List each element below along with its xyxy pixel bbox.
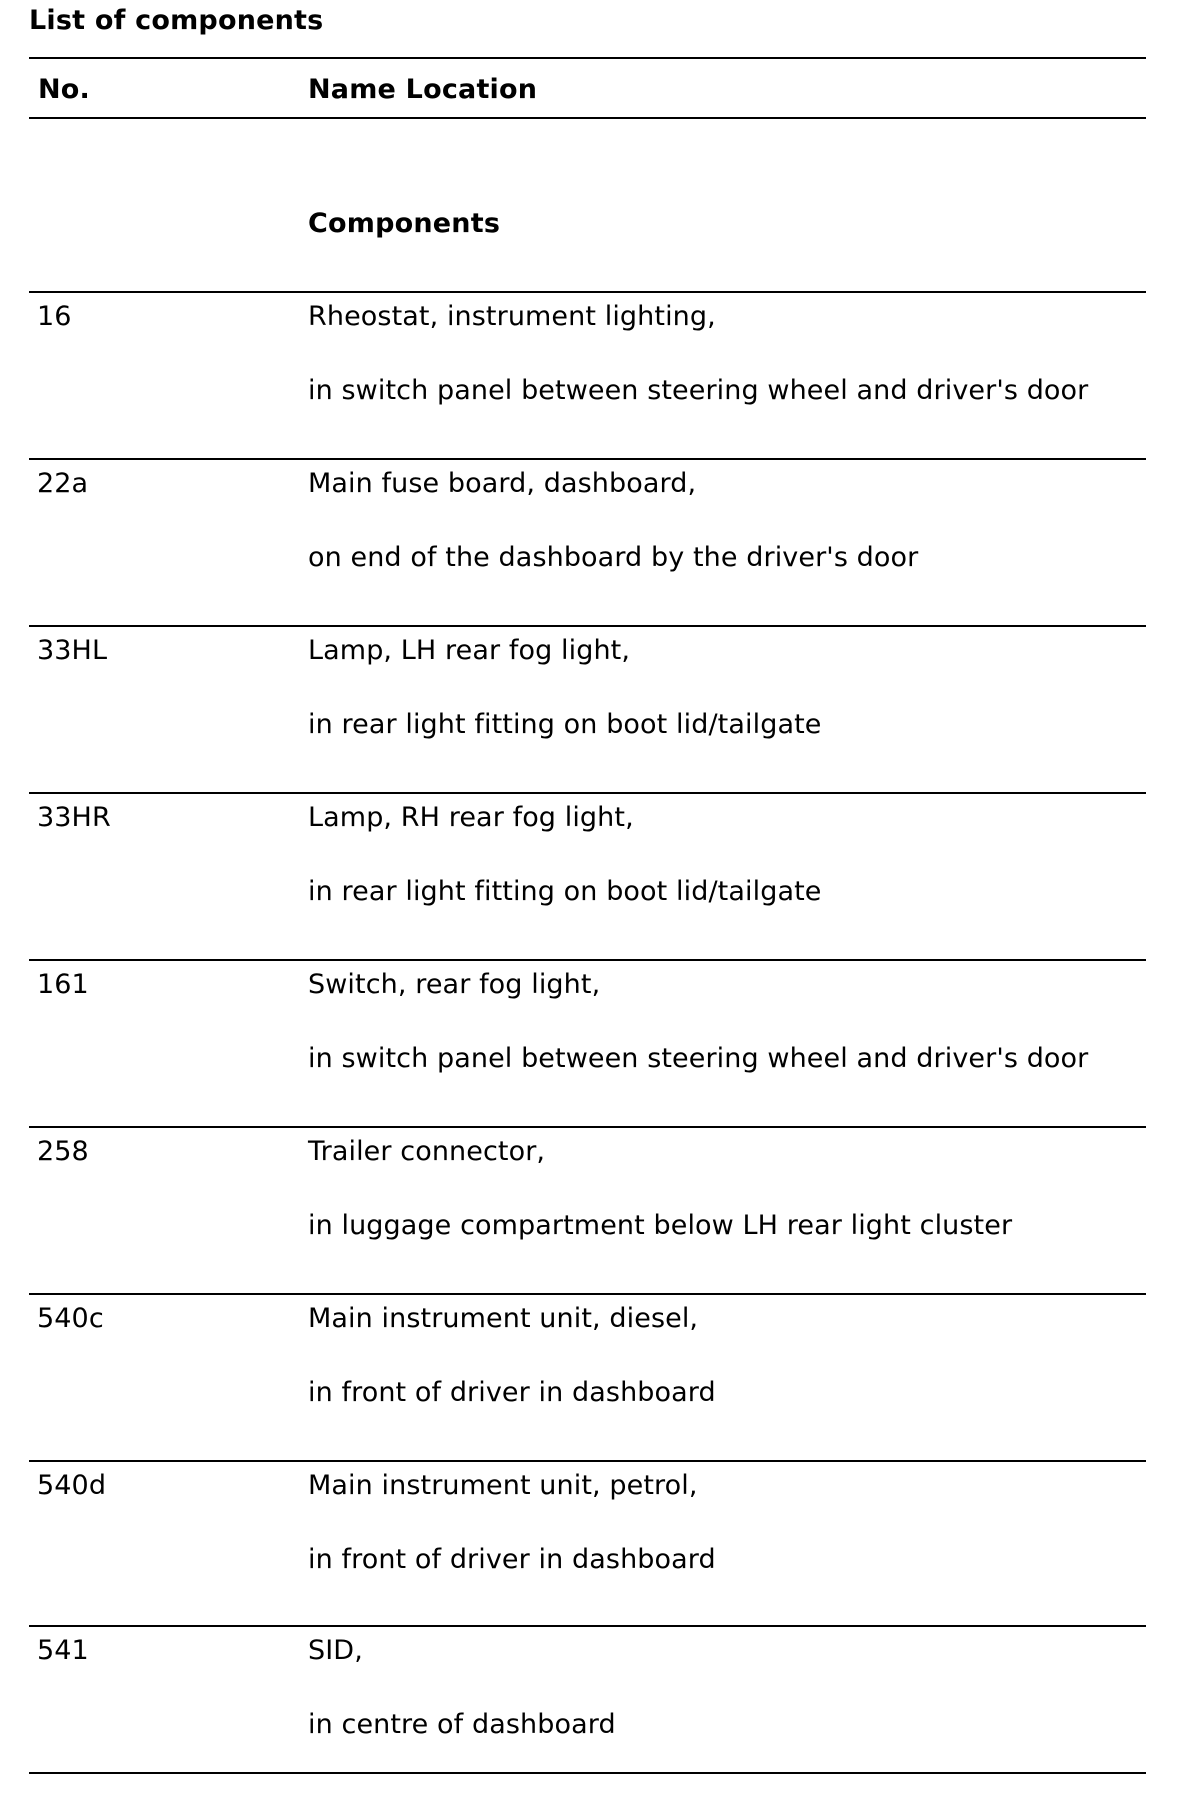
- table-row: [0, 802, 1200, 962]
- row-rule: [29, 291, 1146, 293]
- row-rule: [29, 959, 1146, 961]
- section-title-components: Components: [308, 208, 501, 239]
- component-number: 541: [37, 1635, 89, 1666]
- table-row: [0, 1635, 1200, 1795]
- row-rule: [29, 625, 1146, 627]
- component-number: 22a: [37, 468, 89, 499]
- document-title: List of components: [29, 5, 324, 36]
- component-name: Main instrument unit, diesel,: [308, 1303, 699, 1334]
- component-location: in rear light fitting on boot lid/tailgate: [308, 876, 822, 907]
- table-row: [0, 1136, 1200, 1296]
- row-rule: [29, 458, 1146, 460]
- component-location: in luggage compartment below LH rear light cluster: [308, 1210, 1013, 1241]
- header-top-rule: [29, 57, 1146, 59]
- table-row: [0, 635, 1200, 795]
- component-number: 540d: [37, 1470, 107, 1501]
- column-header-no: No.: [38, 74, 91, 105]
- component-location: in centre of dashboard: [308, 1709, 616, 1740]
- table-row: [0, 468, 1200, 628]
- component-name: Lamp, RH rear fog light,: [308, 802, 634, 833]
- component-name: Rheostat, instrument lighting,: [308, 301, 716, 332]
- component-name: Switch, rear fog light,: [308, 969, 601, 1000]
- component-number: 33HL: [37, 635, 108, 666]
- component-number: 16: [37, 301, 72, 332]
- table-bottom-rule: [29, 1772, 1146, 1774]
- component-location: in front of driver in dashboard: [308, 1544, 716, 1575]
- table-row: [0, 1303, 1200, 1463]
- component-name: Lamp, LH rear fog light,: [308, 635, 631, 666]
- component-name: Trailer connector,: [308, 1136, 546, 1167]
- component-location: in rear light fitting on boot lid/tailgate: [308, 709, 822, 740]
- component-number: 161: [37, 969, 89, 1000]
- table-row: [0, 1470, 1200, 1630]
- component-name: Main fuse board, dashboard,: [308, 468, 697, 499]
- component-name: Main instrument unit, petrol,: [308, 1470, 698, 1501]
- component-name: SID,: [308, 1635, 363, 1666]
- row-rule: [29, 1293, 1146, 1295]
- component-number: 258: [37, 1136, 89, 1167]
- row-rule: [29, 792, 1146, 794]
- table-row: [0, 301, 1200, 461]
- header-bottom-rule: [29, 117, 1146, 119]
- column-header-name-location: Name Location: [308, 74, 538, 105]
- component-location: in switch panel between steering wheel and driver's door: [308, 375, 1089, 406]
- row-rule: [29, 1625, 1146, 1627]
- row-rule: [29, 1460, 1146, 1462]
- row-rule: [29, 1126, 1146, 1128]
- component-location: on end of the dashboard by the driver's door: [308, 542, 919, 573]
- component-location: in front of driver in dashboard: [308, 1377, 716, 1408]
- component-location: in switch panel between steering wheel and driver's door: [308, 1043, 1089, 1074]
- table-row: [0, 969, 1200, 1129]
- component-number: 540c: [37, 1303, 104, 1334]
- component-number: 33HR: [37, 802, 111, 833]
